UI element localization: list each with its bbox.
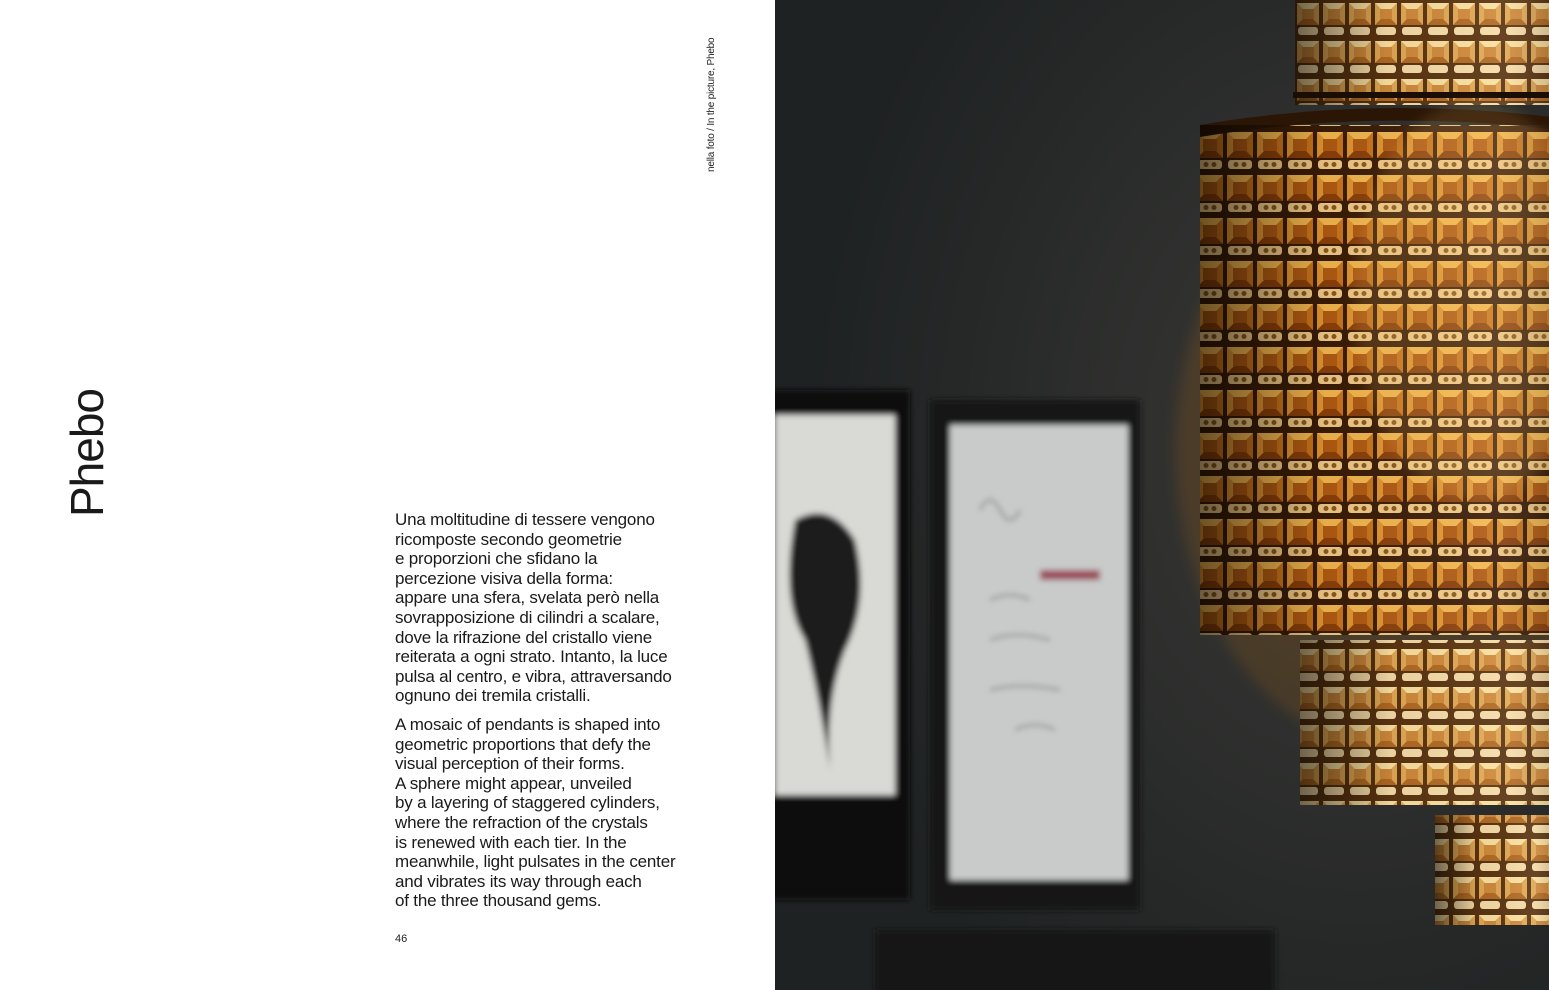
- bottom-frame: [875, 930, 1275, 990]
- page-title: Phebo: [61, 388, 113, 517]
- page-number: 46: [395, 933, 408, 945]
- artwork-accent: [1040, 570, 1100, 580]
- photo-image: [775, 0, 1549, 990]
- paragraph-italian: Una moltitudine di tessere vengono ricomposte secondo geometrie e proporzioni che sfidano la percezione visiva della forma: appare una sfera, svelata però nella sovrapposizione di cilindri a scalare, dove la rifrazione del cristallo viene reiterata a ogni strato. Intanto, la luce pulsa al centro, e vibra, attraversando ognuno dei tremila cristalli.: [395, 510, 672, 706]
- photo-caption: nella foto / In the picture, Phebo: [706, 37, 717, 172]
- right-artwork: [950, 425, 1128, 880]
- paragraph-english: A mosaic of pendants is shaped into geometric proportions that defy the visual perception of their forms. A sphere might appear, unveiled by a layering of staggered cylinders, where the refraction of the crystals is renewed with each tier. In the meanwhile, light pulsates in the center and vibrates its way through each of the three thousand gems.: [395, 714, 676, 911]
- chandelier-photo: [775, 0, 1549, 990]
- body-text: [395, 510, 735, 911]
